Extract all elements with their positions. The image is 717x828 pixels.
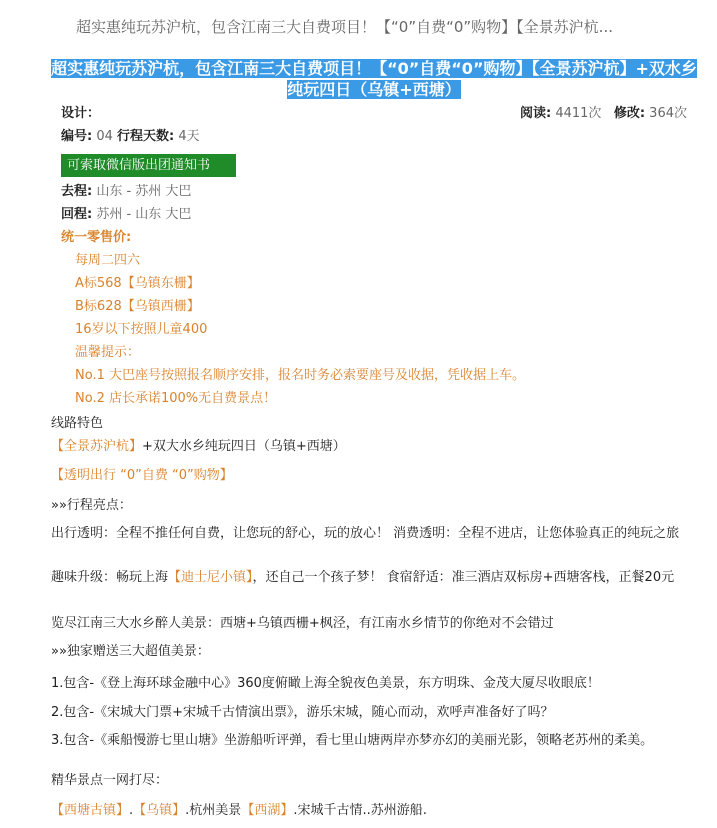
features-line-1 — [51, 437, 691, 456]
modify-label: 修改: — [613, 106, 646, 121]
designer-label: 设计： — [61, 106, 101, 121]
price-line: No.1 大巴座号按照报名顺序安排，报名时务必索要座号及收据，凭收据上车。 — [75, 368, 525, 383]
return-label: 回程: — [61, 207, 93, 222]
days-label: 行程天数: — [117, 129, 175, 144]
highlight-tag: 【迪士尼小镇】 — [168, 570, 253, 585]
features-line-1-text: +双大水乡纯玩四日（乌镇+西塘） — [142, 439, 346, 454]
highlight-paragraph: 出行透明：全程不推任何自费，让您玩的舒心，玩的放心！ 消费透明：全程不进店，让您体验真正的纯玩之旅 — [51, 526, 680, 541]
highlight-text: 趣味升级：畅玩上海 — [51, 570, 169, 585]
page-title — [46, 58, 702, 100]
gift-item: 3.包含-《乘船慢游七里山塘》坐游船听评弹，看七里山塘两岸亦梦亦幻的美丽光影，领略老苏州的柔美。 — [51, 733, 654, 748]
scenic-text: .宋城千古情..苏州游船. — [293, 803, 427, 818]
stats — [520, 104, 687, 124]
price-line: No.2 店长承诺100%无自费景点！ — [75, 391, 277, 406]
features-heading: 线路特色 — [51, 416, 104, 431]
code-label: 编号: — [61, 129, 93, 144]
return-row — [61, 205, 191, 225]
scenic-tag: 【乌镇】 — [133, 803, 186, 818]
code-value: 04 — [96, 129, 113, 144]
price-line: 16岁以下按照儿童400 — [75, 322, 208, 337]
scenic-tag: 【西湖】 — [241, 803, 294, 818]
gifts-heading: »»独家赠送三大超值美景： — [51, 644, 210, 659]
highlights-heading: »»行程亮点： — [51, 498, 132, 513]
header-title[interactable]: 超实惠纯玩苏沪杭，包含江南三大自费项目！【“0”自费“0”购物】【全景苏沪杭... — [76, 18, 613, 36]
go-value: 山东 - 苏州 大巴 — [96, 184, 192, 199]
modify-count: 364次 — [649, 106, 687, 121]
highlight-paragraph — [51, 568, 691, 587]
scenic-sep: . — [129, 803, 134, 818]
gift-item: 1.包含-《登上海环球金融中心》360度俯瞰上海全貌夜色美景，东方明珠、金茂大厦尽收眼底！ — [51, 676, 600, 691]
top-header — [0, 0, 717, 52]
go-row — [61, 182, 191, 202]
price-line: A标568【乌镇东栅】 — [75, 276, 200, 291]
features-tag: 【全景苏沪杭】 — [51, 439, 143, 454]
page-title-text: 超实惠纯玩苏沪杭，包含江南三大自费项目！【“0”自费“0”购物】【全景苏沪杭】+双水乡纯玩四日（乌镇+西塘） — [51, 59, 697, 99]
scenic-tag: 【西塘古镇】 — [51, 803, 130, 818]
scenic-text: .杭州美景 — [185, 803, 242, 818]
go-label: 去程: — [61, 184, 93, 199]
scenic-line — [51, 801, 691, 820]
scenic-heading: 精华景点一网打尽： — [51, 773, 169, 788]
code-row — [61, 127, 200, 147]
gift-item: 2.包含-《宋城大门票+宋城千古情演出票》，游乐宋城，随心而动，欢呼声准备好了吗？ — [51, 705, 554, 720]
days-value: 4天 — [178, 129, 200, 144]
price-line: B标628【乌镇西栅】 — [75, 299, 200, 314]
highlight-text: ，还自己一个孩子梦！ 食宿舒适：准三酒店双标房+西塘客栈，正餐20元 — [252, 570, 675, 585]
return-value: 苏州 - 山东 大巴 — [96, 207, 192, 222]
price-label: 统一零售价: — [61, 230, 132, 245]
price-line: 温馨提示： — [75, 345, 141, 360]
notice-button[interactable]: 可索取微信版出团通知书 — [61, 154, 236, 177]
features-line-2: 【透明出行 “0”自费 “0”购物】 — [51, 468, 233, 483]
read-label: 阅读: — [519, 106, 552, 121]
price-line: 每周二四六 — [75, 253, 141, 268]
highlight-paragraph: 览尽江南三大水乡醉人美景：西塘+乌镇西栅+枫泾，有江南水乡情节的你绝对不会错过 — [51, 616, 554, 631]
read-count: 4411次 — [555, 106, 602, 121]
